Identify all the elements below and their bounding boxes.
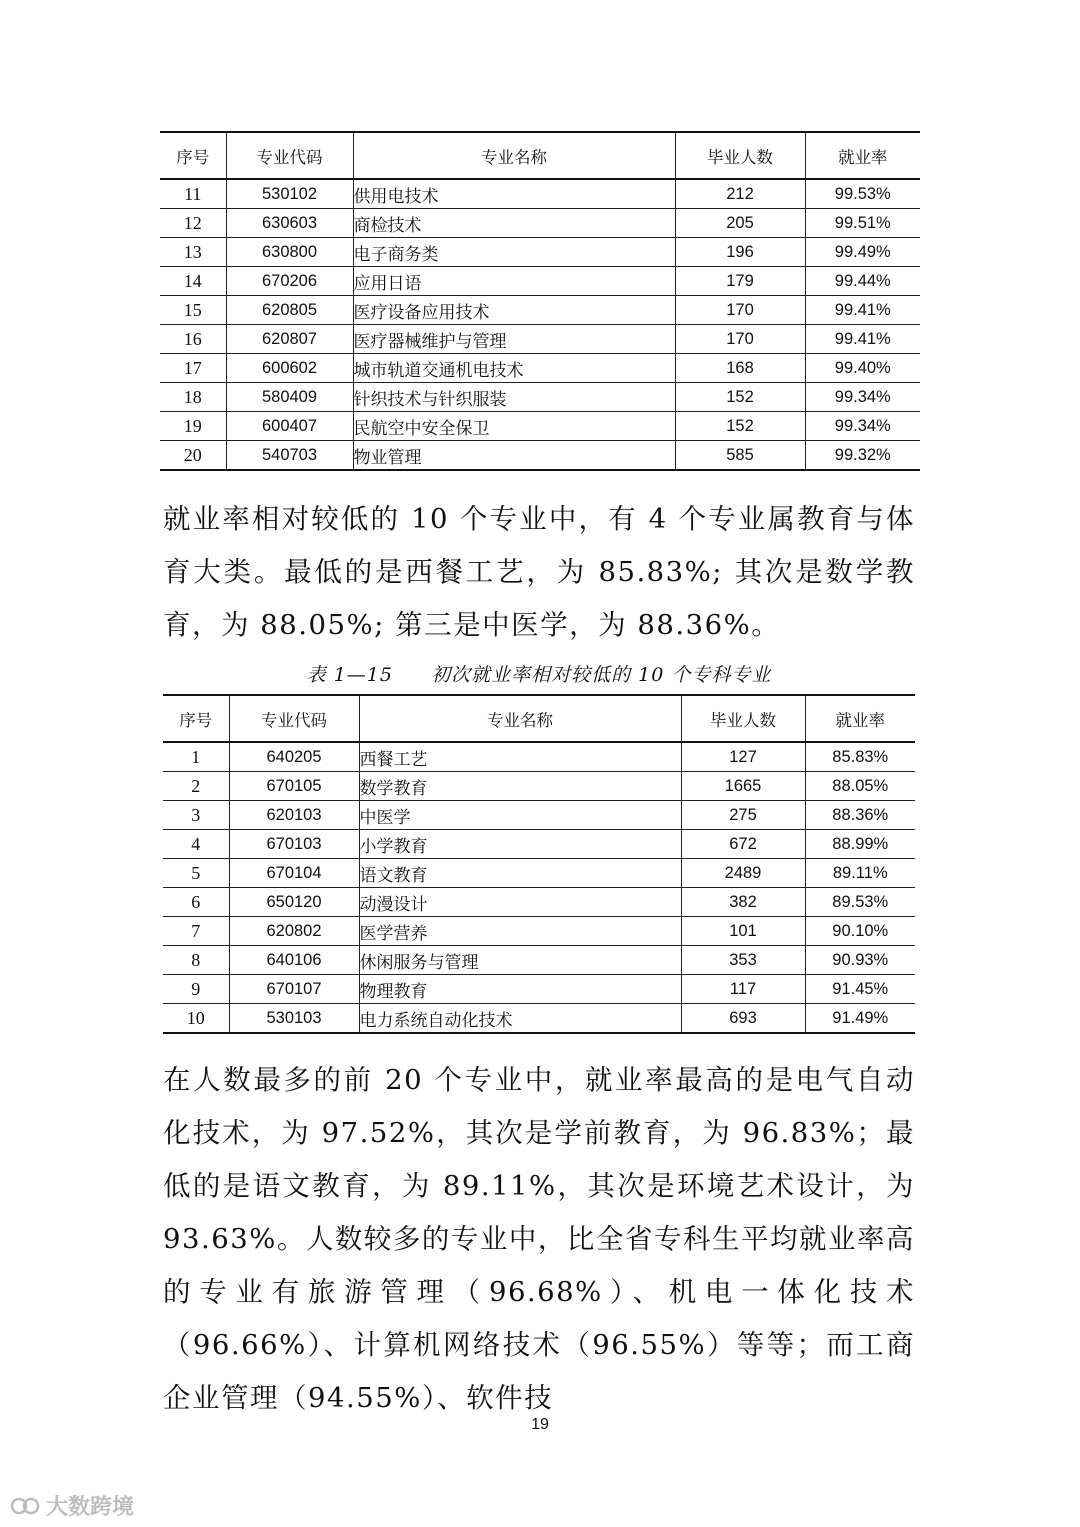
- cell-graduates: 101: [681, 917, 805, 946]
- cell-employment-rate: 88.99%: [805, 830, 915, 859]
- table-row: [163, 859, 915, 888]
- table-row: [160, 209, 920, 238]
- cell-index: 2: [163, 772, 229, 801]
- cell-code: 530102: [226, 179, 353, 209]
- cell-index: 1: [163, 742, 229, 772]
- cell-employment-rate: 99.41%: [805, 296, 920, 325]
- cell-graduates: 152: [675, 412, 805, 441]
- cell-graduates: 127: [681, 742, 805, 772]
- table-row: [163, 946, 915, 975]
- cell-employment-rate: 99.32%: [805, 441, 920, 471]
- cell-major-name: 西餐工艺: [359, 742, 681, 772]
- cell-code: 580409: [226, 383, 353, 412]
- cell-index: 5: [163, 859, 229, 888]
- cell-major-name: 商检技术: [353, 209, 675, 238]
- cell-major-name: 供用电技术: [353, 179, 675, 209]
- cell-major-name: 数学教育: [359, 772, 681, 801]
- table-row: [163, 742, 915, 772]
- table-header-row: [160, 132, 920, 179]
- cell-graduates: 170: [675, 296, 805, 325]
- cell-graduates: 353: [681, 946, 805, 975]
- cell-code: 640205: [229, 742, 359, 772]
- cell-major-name: 物理教育: [359, 975, 681, 1004]
- cell-major-name: 动漫设计: [359, 888, 681, 917]
- watermark-text: 大数跨境: [46, 1495, 135, 1520]
- cell-major-name: 城市轨道交通机电技术: [353, 354, 675, 383]
- table-row: [160, 238, 920, 267]
- table-row: [160, 354, 920, 383]
- table-caption: [163, 660, 915, 687]
- table-row: [163, 801, 915, 830]
- column-header: 毕业人数: [681, 695, 805, 742]
- cell-graduates: 585: [675, 441, 805, 471]
- cell-graduates: 168: [675, 354, 805, 383]
- cell-employment-rate: 88.05%: [805, 772, 915, 801]
- cell-code: 670107: [229, 975, 359, 1004]
- employment-table-top: [160, 131, 920, 471]
- cell-code: 600407: [226, 412, 353, 441]
- column-header: 专业名称: [359, 695, 681, 742]
- cell-employment-rate: 85.83%: [805, 742, 915, 772]
- table-row: [160, 412, 920, 441]
- cell-code: 530103: [229, 1004, 359, 1034]
- cell-major-name: 中医学: [359, 801, 681, 830]
- table-row: [160, 179, 920, 209]
- cell-code: 630603: [226, 209, 353, 238]
- cell-code: 600602: [226, 354, 353, 383]
- cell-graduates: 196: [675, 238, 805, 267]
- cell-graduates: 212: [675, 179, 805, 209]
- cell-employment-rate: 90.10%: [805, 917, 915, 946]
- table-row: [163, 975, 915, 1004]
- cell-graduates: 275: [681, 801, 805, 830]
- cell-employment-rate: 99.34%: [805, 383, 920, 412]
- table-row: [160, 383, 920, 412]
- table-row: [160, 296, 920, 325]
- cell-graduates: 152: [675, 383, 805, 412]
- cell-employment-rate: 91.45%: [805, 975, 915, 1004]
- table-row: [163, 830, 915, 859]
- cell-index: 17: [160, 354, 226, 383]
- watermark-logo-icon: [10, 1496, 40, 1516]
- cell-employment-rate: 99.34%: [805, 412, 920, 441]
- cell-employment-rate: 89.11%: [805, 859, 915, 888]
- column-header: 就业率: [805, 132, 920, 179]
- table-header-row: [163, 695, 915, 742]
- page-number: 19: [531, 1416, 549, 1433]
- cell-index: 20: [160, 441, 226, 471]
- cell-index: 16: [160, 325, 226, 354]
- cell-code: 630800: [226, 238, 353, 267]
- column-header: 专业代码: [226, 132, 353, 179]
- table-row: [160, 267, 920, 296]
- cell-employment-rate: 99.44%: [805, 267, 920, 296]
- cell-graduates: 117: [681, 975, 805, 1004]
- column-header: 专业代码: [229, 695, 359, 742]
- table-row: [163, 888, 915, 917]
- cell-code: 620802: [229, 917, 359, 946]
- cell-index: 11: [160, 179, 226, 209]
- cell-code: 650120: [229, 888, 359, 917]
- cell-code: 540703: [226, 441, 353, 471]
- cell-code: 620805: [226, 296, 353, 325]
- cell-major-name: 语文教育: [359, 859, 681, 888]
- paragraph-top20: 在人数最多的前 20 个专业中，就业率最高的是电气自动化技术，为 97.52%，其次是学前教育，为 96.83%；最低的是语文教育，为 89.11%，其次是环境艺术设计，为 93.63%。人数较多的专业中，比全省专科生平均就业率高的专业有旅游管理（96.68%）、机电一体化技术（96.66%）、计算机网络技术（96.55%）等等；而工商企业管理（94.55%）、软件技: [163, 1064, 915, 1414]
- cell-code: 620807: [226, 325, 353, 354]
- cell-major-name: 物业管理: [353, 441, 675, 471]
- column-header: 序号: [163, 695, 229, 742]
- cell-index: 13: [160, 238, 226, 267]
- paragraph-lowest-rates: 就业率相对较低的 10 个专业中，有 4 个专业属教育与体育大类。最低的是西餐工艺，为 85.83%; 其次是数学教育，为 88.05%; 第三是中医学，为 88.36%。: [163, 503, 915, 641]
- cell-code: 670104: [229, 859, 359, 888]
- cell-major-name: 医疗设备应用技术: [353, 296, 675, 325]
- cell-graduates: 170: [675, 325, 805, 354]
- cell-employment-rate: 99.51%: [805, 209, 920, 238]
- cell-code: 670105: [229, 772, 359, 801]
- cell-code: 670206: [226, 267, 353, 296]
- cell-major-name: 应用日语: [353, 267, 675, 296]
- cell-major-name: 电子商务类: [353, 238, 675, 267]
- cell-graduates: 179: [675, 267, 805, 296]
- cell-graduates: 1665: [681, 772, 805, 801]
- watermark: [10, 1490, 134, 1521]
- cell-major-name: 休闲服务与管理: [359, 946, 681, 975]
- cell-major-name: 针织技术与针织服装: [353, 383, 675, 412]
- table-row: [163, 772, 915, 801]
- caption-title: 初次就业率相对较低的 10 个专科专业: [431, 664, 772, 686]
- table-row: [160, 325, 920, 354]
- cell-employment-rate: 99.53%: [805, 179, 920, 209]
- cell-index: 9: [163, 975, 229, 1004]
- cell-index: 8: [163, 946, 229, 975]
- cell-major-name: 小学教育: [359, 830, 681, 859]
- cell-employment-rate: 89.53%: [805, 888, 915, 917]
- cell-graduates: 382: [681, 888, 805, 917]
- column-header: 序号: [160, 132, 226, 179]
- cell-index: 10: [163, 1004, 229, 1034]
- cell-code: 620103: [229, 801, 359, 830]
- table-row: [163, 1004, 915, 1034]
- cell-employment-rate: 91.49%: [805, 1004, 915, 1034]
- cell-index: 12: [160, 209, 226, 238]
- cell-index: 15: [160, 296, 226, 325]
- cell-code: 640106: [229, 946, 359, 975]
- cell-employment-rate: 99.49%: [805, 238, 920, 267]
- column-header: 毕业人数: [675, 132, 805, 179]
- column-header: 就业率: [805, 695, 915, 742]
- cell-index: 4: [163, 830, 229, 859]
- cell-index: 6: [163, 888, 229, 917]
- cell-major-name: 医学营养: [359, 917, 681, 946]
- cell-employment-rate: 88.36%: [805, 801, 915, 830]
- cell-graduates: 2489: [681, 859, 805, 888]
- caption-label: 表 1—15: [306, 664, 393, 686]
- cell-index: 3: [163, 801, 229, 830]
- cell-major-name: 医疗器械维护与管理: [353, 325, 675, 354]
- cell-graduates: 672: [681, 830, 805, 859]
- cell-index: 19: [160, 412, 226, 441]
- cell-graduates: 205: [675, 209, 805, 238]
- cell-major-name: 电力系统自动化技术: [359, 1004, 681, 1034]
- table-row: [160, 441, 920, 471]
- cell-index: 18: [160, 383, 226, 412]
- cell-employment-rate: 99.41%: [805, 325, 920, 354]
- cell-employment-rate: 99.40%: [805, 354, 920, 383]
- cell-index: 14: [160, 267, 226, 296]
- table-row: [163, 917, 915, 946]
- cell-code: 670103: [229, 830, 359, 859]
- cell-index: 7: [163, 917, 229, 946]
- cell-graduates: 693: [681, 1004, 805, 1034]
- lowest-employment-table: [163, 694, 915, 1034]
- column-header: 专业名称: [353, 132, 675, 179]
- cell-major-name: 民航空中安全保卫: [353, 412, 675, 441]
- cell-employment-rate: 90.93%: [805, 946, 915, 975]
